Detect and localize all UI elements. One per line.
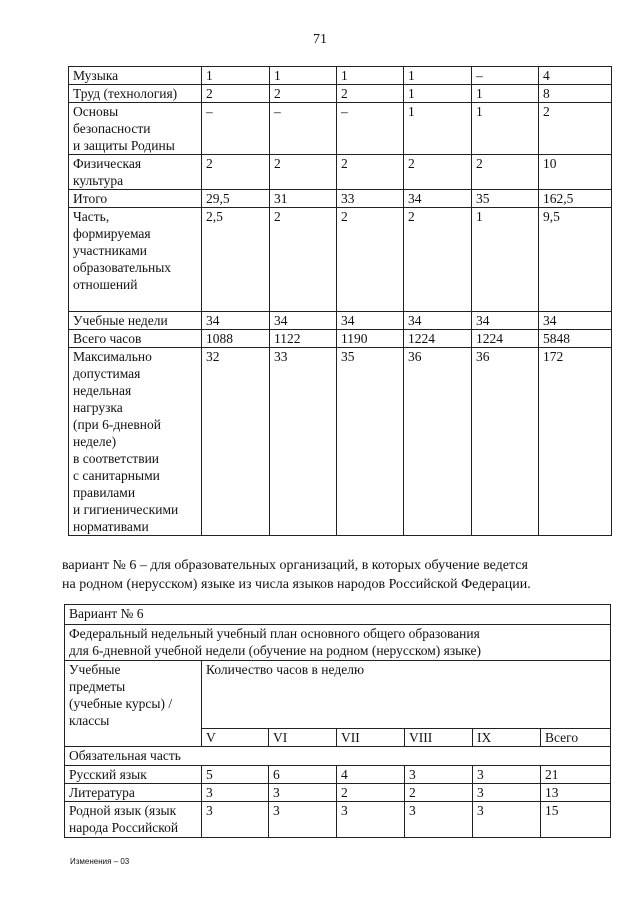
table-cell: 3 xyxy=(202,784,269,802)
table-cell: 36 xyxy=(472,348,539,536)
table-cell: 1224 xyxy=(404,330,472,348)
table-cell: 33 xyxy=(270,348,337,536)
table-cell: 34 xyxy=(404,312,472,330)
table-cell: 2 xyxy=(202,155,270,190)
table-row xyxy=(69,85,612,103)
table-cell: 172 xyxy=(539,348,612,536)
table-row xyxy=(69,103,612,155)
table-cell: 3 xyxy=(269,784,337,802)
table-cell: 2 xyxy=(202,85,270,103)
table-cell: 2 xyxy=(405,784,473,802)
table-row xyxy=(65,766,611,784)
table-cell: 9,5 xyxy=(539,208,612,312)
table-cell: 2 xyxy=(404,155,472,190)
table-cell: 3 xyxy=(337,802,405,838)
table-cell: 3 xyxy=(269,802,337,838)
table-cell: 32 xyxy=(202,348,270,536)
table-cell: 1 xyxy=(472,103,539,155)
row-subject-label: Русский язык xyxy=(65,766,202,784)
grade-column-header: VIII xyxy=(405,729,473,747)
table-cell: 21 xyxy=(541,766,611,784)
table-cell: 3 xyxy=(473,784,541,802)
table-cell: 3 xyxy=(473,802,541,838)
table-cell: 10 xyxy=(539,155,612,190)
table-cell: 2,5 xyxy=(202,208,270,312)
table-cell: 34 xyxy=(472,312,539,330)
table-row xyxy=(69,348,612,536)
table-row xyxy=(69,208,612,312)
table-cell: 29,5 xyxy=(202,190,270,208)
table-cell: 35 xyxy=(472,190,539,208)
table-cell: 2 xyxy=(270,208,337,312)
table-cell: 2 xyxy=(337,155,404,190)
table-cell: 3 xyxy=(473,766,541,784)
table-row xyxy=(65,802,611,838)
table-row xyxy=(65,784,611,802)
grade-column-header: IX xyxy=(473,729,541,747)
table-cell: 34 xyxy=(539,312,612,330)
row-subject-label: Основы безопасности и защиты Родины xyxy=(69,103,202,155)
table-cell: – xyxy=(337,103,404,155)
footer-revision-note: Изменения – 03 xyxy=(70,857,130,866)
table-cell: 35 xyxy=(337,348,404,536)
table-cell: 5848 xyxy=(539,330,612,348)
table-cell: 34 xyxy=(404,190,472,208)
table-row xyxy=(69,330,612,348)
row-subject-label: Итого xyxy=(69,190,202,208)
table-cell: 2 xyxy=(337,208,404,312)
row-subject-label: Музыка xyxy=(69,67,202,85)
table-cell: 1 xyxy=(404,103,472,155)
variant-6-curriculum-table xyxy=(64,604,611,838)
table-cell: 1 xyxy=(404,85,472,103)
subjects-header: Учебные предметы (учебные курсы) / классы xyxy=(65,661,202,747)
table-row xyxy=(69,312,612,330)
grade-column-header: Всего xyxy=(541,729,611,747)
table-cell: 2 xyxy=(337,85,404,103)
table-cell: 5 xyxy=(202,766,269,784)
table-cell: 1 xyxy=(337,67,404,85)
row-subject-label: Всего часов xyxy=(69,330,202,348)
grade-column-header: VI xyxy=(269,729,337,747)
hours-per-week-header: Количество часов в неделю xyxy=(202,661,611,729)
table-cell: 6 xyxy=(269,766,337,784)
table-cell: 4 xyxy=(539,67,612,85)
table-cell: 2 xyxy=(472,155,539,190)
table-cell: 8 xyxy=(539,85,612,103)
table-cell: 1 xyxy=(202,67,270,85)
table-cell: – xyxy=(270,103,337,155)
row-subject-label: Часть, формируемая участниками образовательных отношений xyxy=(69,208,202,312)
table-cell: – xyxy=(202,103,270,155)
table-cell: 31 xyxy=(270,190,337,208)
table-cell: 34 xyxy=(337,312,404,330)
variant-label: Вариант № 6 xyxy=(65,605,611,625)
table-row xyxy=(69,67,612,85)
row-subject-label: Труд (технология) xyxy=(69,85,202,103)
table-cell: 13 xyxy=(541,784,611,802)
table-cell: 3 xyxy=(405,802,473,838)
plan-title: Федеральный недельный учебный план основного общего образования для 6-дневной учебной недели (обучение на родном (нерусском) языке) xyxy=(65,625,611,661)
table-cell: 1 xyxy=(472,85,539,103)
table-cell: 15 xyxy=(541,802,611,838)
table-cell: 1 xyxy=(270,67,337,85)
table-cell: 1 xyxy=(472,208,539,312)
table-cell: 3 xyxy=(405,766,473,784)
grade-column-header: VII xyxy=(337,729,405,747)
table-cell: 4 xyxy=(337,766,405,784)
variant-6-intro-text: вариант № 6 – для образовательных организаций, в которых обучение ведется на родном (нерусском) языке из числа языков народов Российской Федерации. xyxy=(62,558,531,592)
table-cell: – xyxy=(472,67,539,85)
grade-column-header: V xyxy=(202,729,269,747)
curriculum-table-continued xyxy=(68,66,612,536)
table-row xyxy=(69,190,612,208)
table-cell: 2 xyxy=(337,784,405,802)
table-cell: 2 xyxy=(270,85,337,103)
table-cell: 1190 xyxy=(337,330,404,348)
table-cell: 1122 xyxy=(270,330,337,348)
table-cell: 1224 xyxy=(472,330,539,348)
table-cell: 33 xyxy=(337,190,404,208)
table-cell: 2 xyxy=(404,208,472,312)
table-cell: 34 xyxy=(202,312,270,330)
table-cell: 36 xyxy=(404,348,472,536)
table-cell: 162,5 xyxy=(539,190,612,208)
table-cell: 34 xyxy=(270,312,337,330)
page-number: 71 xyxy=(313,32,327,47)
row-subject-label: Родной язык (язык народа Российской xyxy=(65,802,202,838)
table-cell: 1088 xyxy=(202,330,270,348)
table-cell: 1 xyxy=(404,67,472,85)
row-subject-label: Максимально допустимая недельная нагрузка (при 6-дневной неделе) в соответствии с санитарными правилами и гигиеническими нормативами xyxy=(69,348,202,536)
row-subject-label: Физическая культура xyxy=(69,155,202,190)
mandatory-section-label: Обязательная часть xyxy=(65,747,611,766)
row-subject-label: Литература xyxy=(65,784,202,802)
table-row xyxy=(69,155,612,190)
table-cell: 3 xyxy=(202,802,269,838)
table-cell: 2 xyxy=(270,155,337,190)
table-cell: 2 xyxy=(539,103,612,155)
row-subject-label: Учебные недели xyxy=(69,312,202,330)
